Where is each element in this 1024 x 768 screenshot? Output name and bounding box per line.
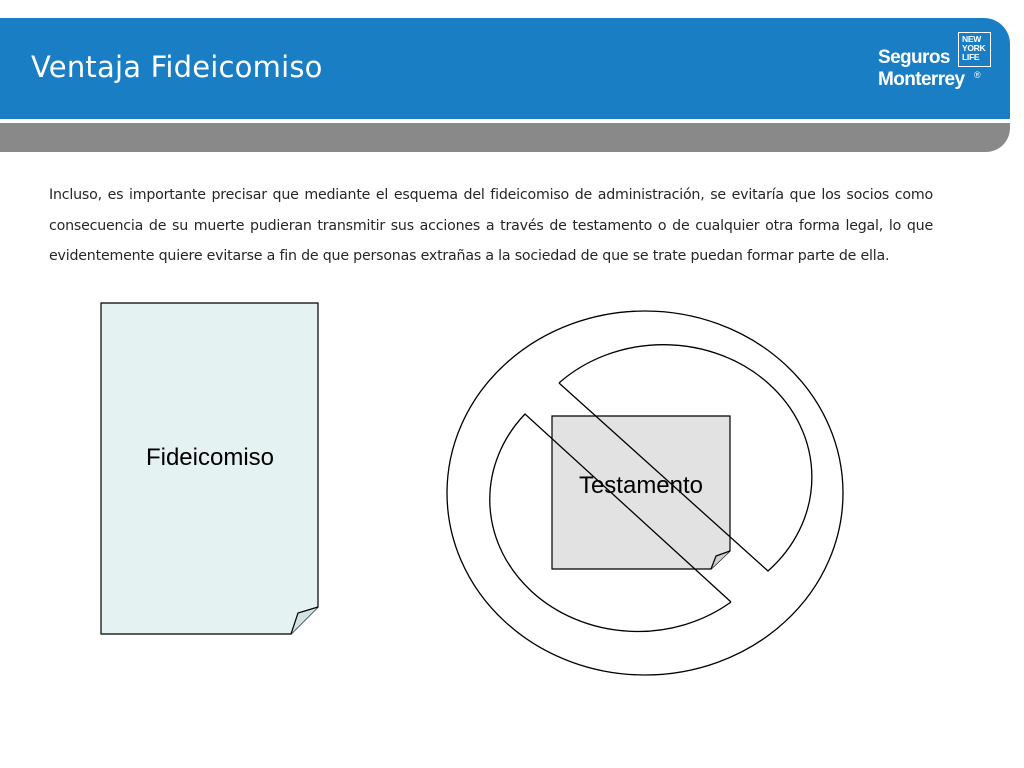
logo-word-monterrey: Monterrey bbox=[878, 69, 965, 90]
testamento-label: Testamento bbox=[578, 472, 704, 499]
registered-mark: ® bbox=[974, 70, 981, 80]
testamento-document bbox=[552, 416, 730, 569]
slide-title: Ventaja Fideicomiso bbox=[31, 50, 323, 84]
fideicomiso-label: Fideicomiso bbox=[145, 444, 275, 471]
badge-line-life: LIFE bbox=[962, 52, 980, 62]
fideicomiso-document bbox=[101, 303, 318, 634]
badge-line-york: YORK bbox=[962, 43, 986, 53]
badge-line-new: NEW bbox=[962, 34, 981, 44]
logo-word-seguros: Seguros bbox=[878, 47, 950, 68]
body-paragraph: Incluso, es importante precisar que mediante el esquema del fideicomiso de administración, se evitaría que los socios como consecuencia de su muerte pudieran transmitir sus acciones a través de testamento o de cualquier otra forma legal, lo que evidentemente quiere evitarse a fin de que personas extrañas a la sociedad de que se trate puedan formar parte de ella. bbox=[49, 187, 933, 264]
